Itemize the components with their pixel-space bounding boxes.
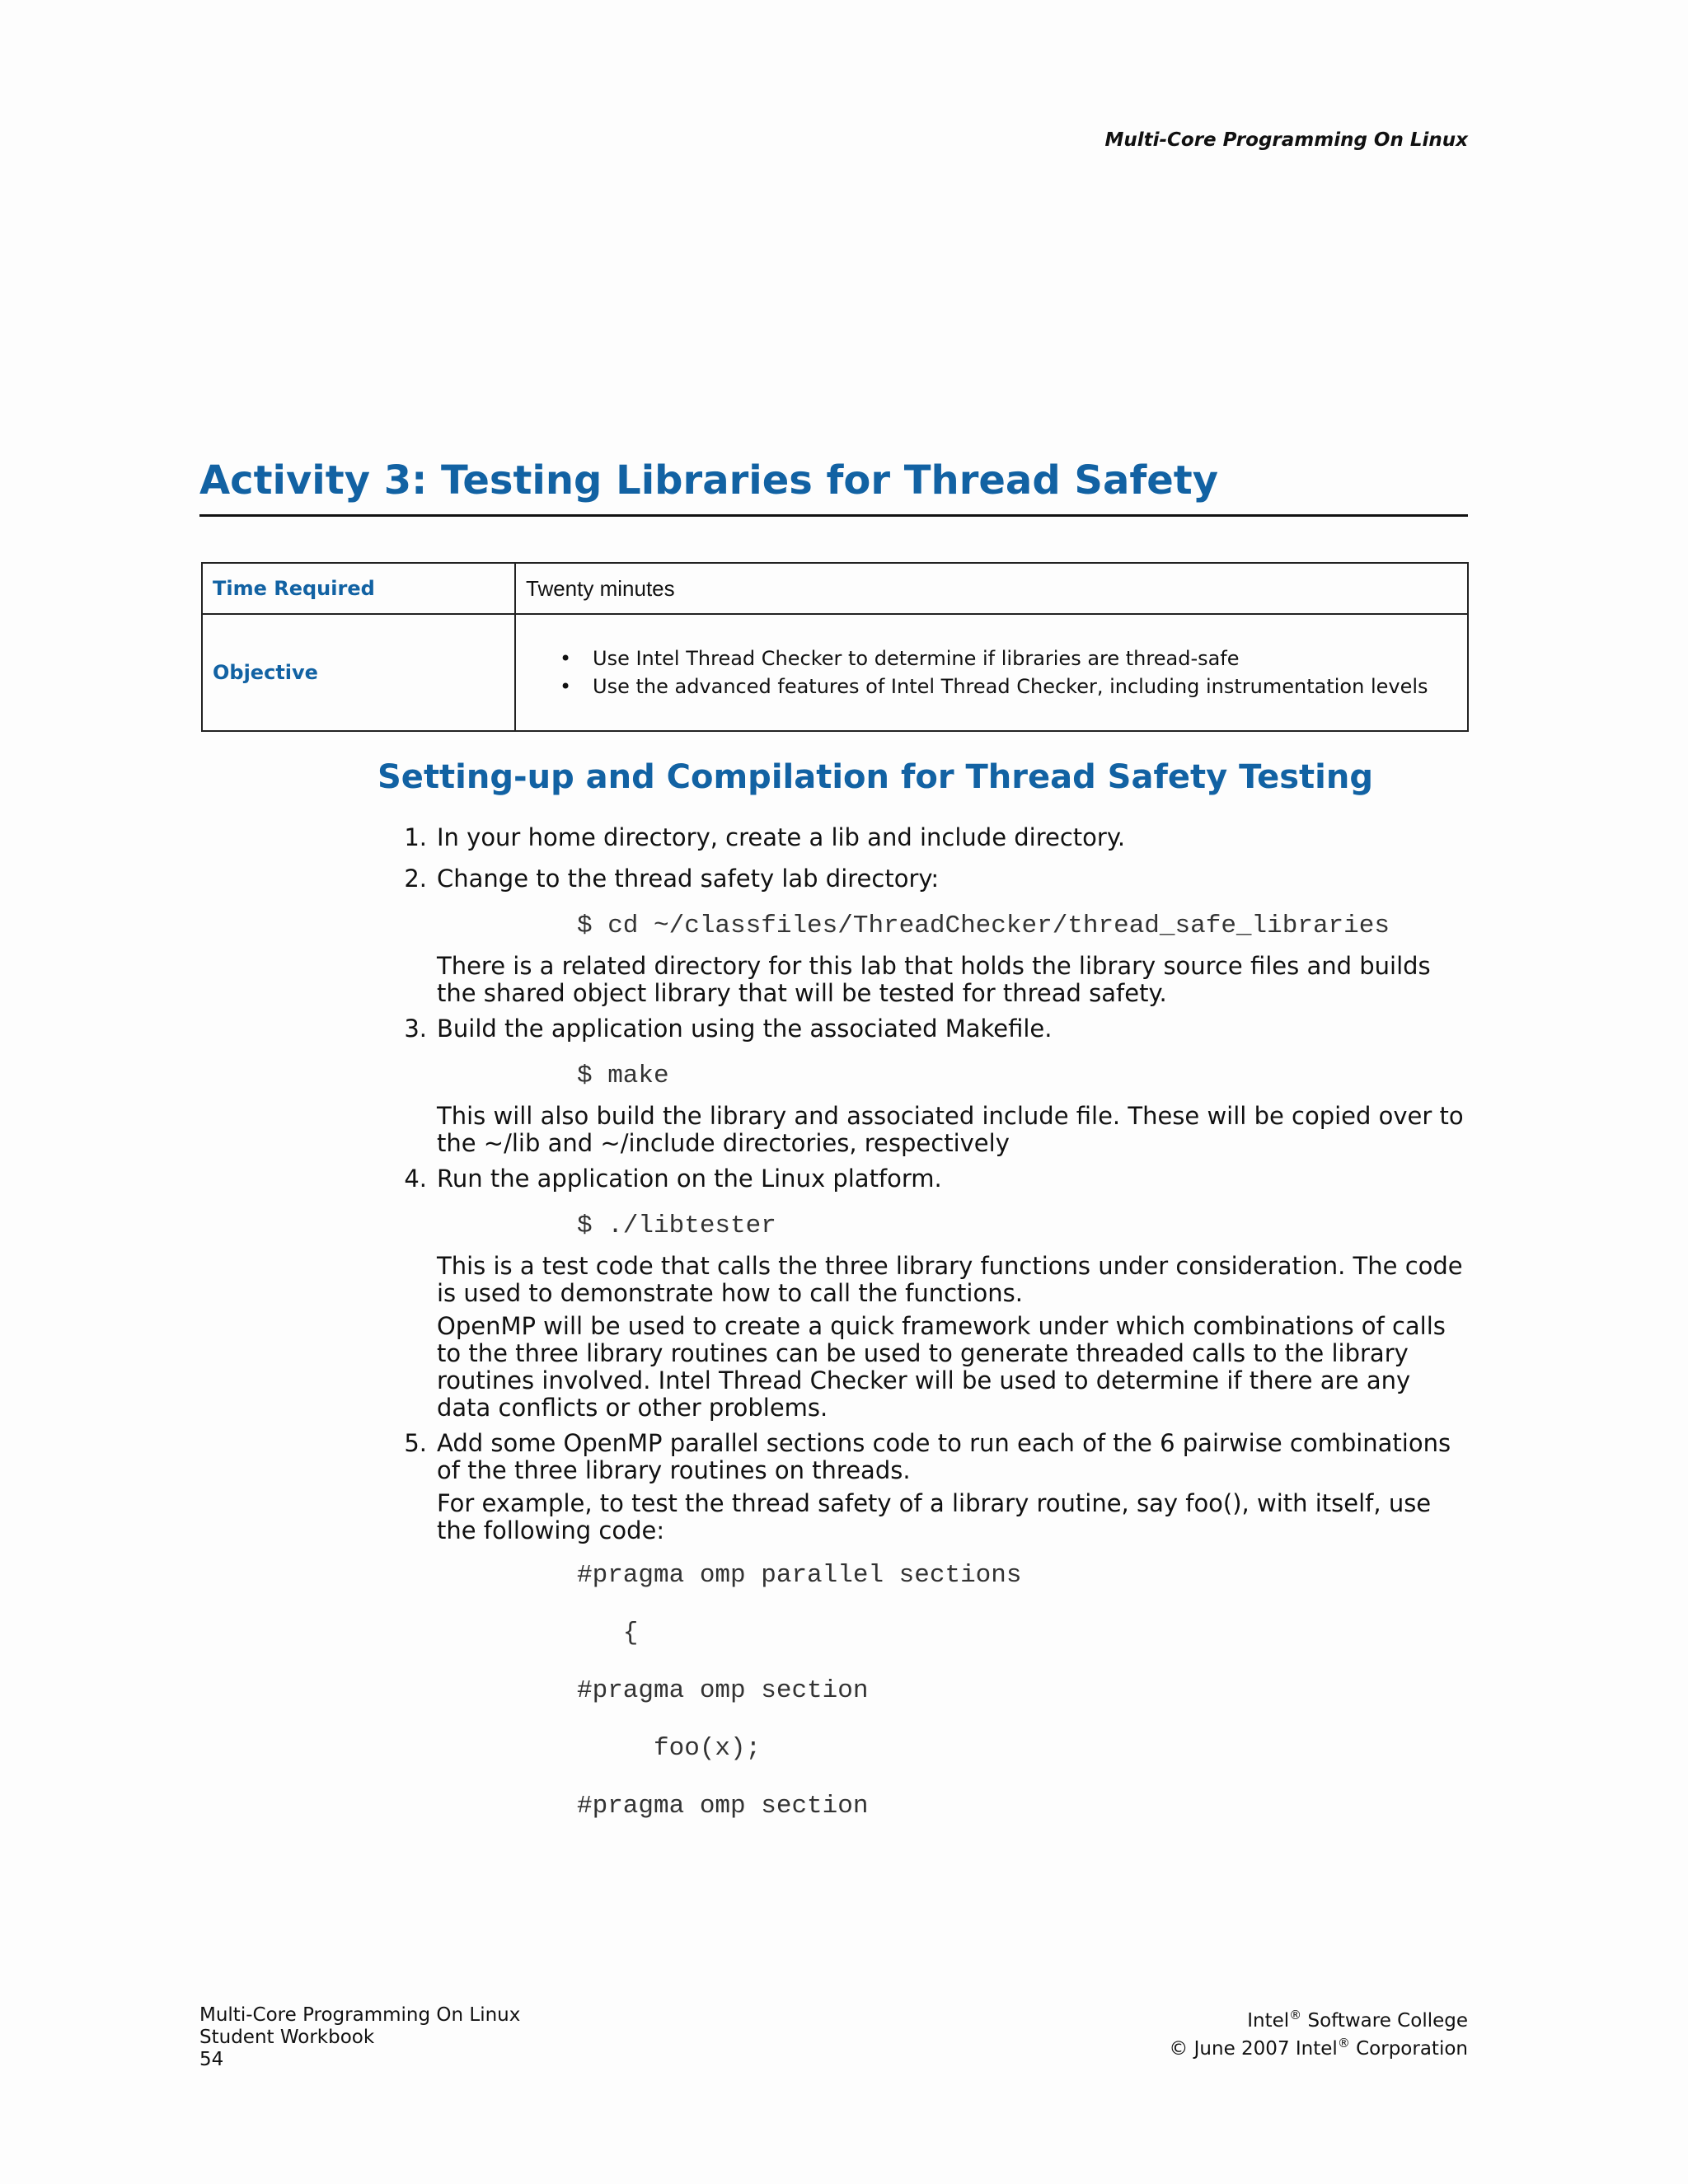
page-title: Activity 3: Testing Libraries for Thread Safety [199,453,1468,517]
objective-list [517,644,1466,701]
step-paragraph: This will also build the library and associated include file. These will be copied over to the ~/lib and ~/include directories, respectively [437,1102,1464,1157]
activity-info-table [201,562,1469,732]
step-1 [377,824,1468,865]
objective-row [202,614,1468,731]
step-paragraph: This is a test code that calls the three library functions under consideration. The code is used to demonstrate how to call the functions. [437,1252,1463,1307]
footer-copyright: © June 2007 Intel® Corporation [1169,2036,1468,2060]
step-5 [377,1430,1468,1490]
command-code: $ cd ~/classfiles/ThreadChecker/thread_safe_libraries [577,912,1390,940]
step-text: Change to the thread safety lab directory: [437,865,940,893]
step-number: 2. [404,865,427,893]
step-number: 3. [404,1015,427,1043]
running-header: Multi-Core Programming On Linux [1104,129,1468,151]
step-4 [377,1165,1468,1207]
code-line: #pragma omp parallel sections [577,1561,1022,1590]
step-number: 4. [404,1165,427,1193]
step-text: Add some OpenMP parallel sections code to run each of the 6 pairwise combinations of the three library routines on threads. [437,1429,1451,1484]
code-line: foo(x); [577,1734,762,1763]
footer-right [1169,2004,1468,2060]
footer-book-title: Multi-Core Programming On Linux [199,2004,521,2026]
time-row [202,563,1468,614]
code-snippet [577,1561,1468,1821]
code-line: { [577,1619,639,1647]
command-code: $ ./libtester [577,1212,776,1240]
time-value: Twenty minutes [515,563,1468,614]
objective-label: Objective [202,614,515,731]
step-number: 1. [404,823,427,851]
section-heading: Setting-up and Compilation for Thread Safety Testing [377,758,1373,796]
step-text: Build the application using the associated Makefile. [437,1015,1053,1043]
code-line: #pragma omp section [577,1676,869,1705]
footer-workbook: Student Workbook [199,2027,375,2048]
page-number: 54 [199,2049,224,2070]
command-code: $ make [577,1062,669,1090]
objective-cell [515,614,1468,731]
step-paragraph: For example, to test the thread safety of a library routine, say foo(), with itself, use the following code: [437,1489,1432,1544]
step-2 [377,865,1468,907]
step-text: In your home directory, create a lib and include directory. [437,823,1126,851]
steps-list [377,824,1468,1849]
step-3 [377,1015,1468,1057]
footer-left [199,2004,520,2071]
objective-item: • Use Intel Thread Checker to determine if libraries are thread-safe [593,644,1466,673]
time-label: Time Required [202,563,515,614]
step-paragraph: There is a related directory for this lab that holds the library source files and builds the shared object library that will be tested for thread safety. [437,952,1431,1007]
step-text: Run the application on the Linux platform. [437,1165,942,1193]
step-paragraph: OpenMP will be used to create a quick framework under which combinations of calls to the three library routines can be used to generate threaded calls to the library routines involved. Intel Thread Checker will be used to determine if there are any data conflicts or other problems. [437,1312,1446,1422]
objective-item: • Use the advanced features of Intel Thread Checker, including instrumentation levels [593,673,1466,701]
step-number: 5. [404,1429,427,1457]
code-line: #pragma omp section [577,1792,869,1821]
footer-college: Intel® Software College [1247,2008,1468,2032]
